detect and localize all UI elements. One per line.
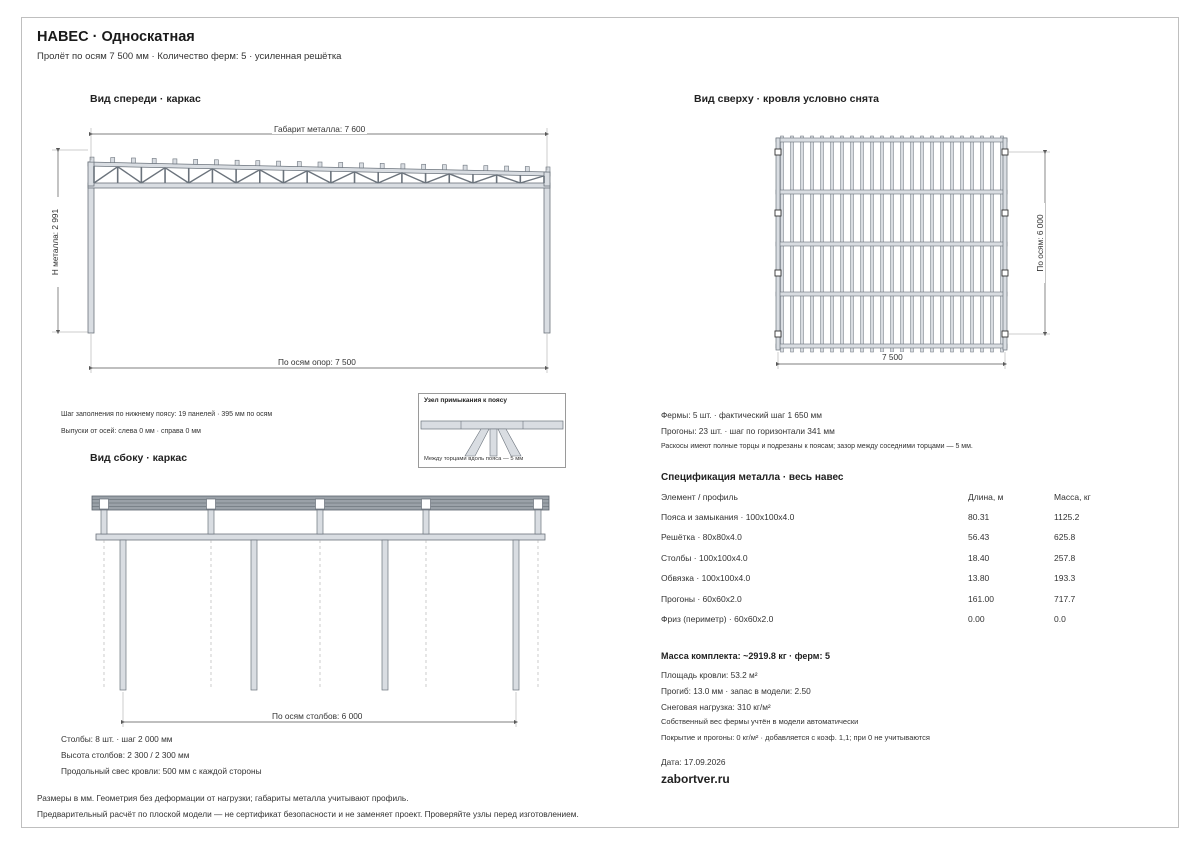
purlin-section <box>152 158 156 163</box>
truss-diagonal <box>118 167 142 183</box>
truss-diagonal <box>189 169 213 183</box>
spec-title: Спецификация металла · весь навес <box>661 472 844 483</box>
truss-diagonal <box>497 175 521 183</box>
purlin-section <box>131 158 135 163</box>
node-brace-left <box>465 429 489 456</box>
node-brace-right <box>498 429 521 456</box>
truss-diagonal <box>212 169 236 183</box>
purlin-section <box>194 159 198 164</box>
purlin-section <box>90 157 94 162</box>
top-view-title: Вид сверху · кровля условно снята <box>694 93 879 105</box>
truss-diagonal <box>449 174 473 183</box>
truss-diagonal <box>283 171 307 183</box>
side-truss-cap <box>422 499 431 509</box>
front-post-left <box>88 186 94 333</box>
top-post-marker <box>1002 270 1008 276</box>
truss-diagonal <box>165 168 189 183</box>
summary-area: Площадь кровли: 53.2 м² <box>661 670 758 680</box>
purlin-section <box>422 164 426 169</box>
purlin-section <box>401 164 405 169</box>
top-view-drawing <box>775 136 1050 369</box>
summary-cover: Покрытие и прогоны: 0 кг/м² · добавляется с коэф. 1,1; при 0 не учитываются <box>661 733 930 742</box>
purlin-section <box>359 163 363 168</box>
spec-row-1-length: 80.31 <box>968 512 990 522</box>
purlin-section <box>339 162 343 167</box>
note-fill-step: Шаг заполнения по нижнему поясу: 19 панелей · 395 мм по осям <box>61 411 273 418</box>
purlin-section <box>484 166 488 171</box>
footer-line-1: Размеры в мм. Геометрия без деформации от нагрузки; габариты металла учитывают профиль. <box>37 793 409 803</box>
dim-overall-label: Габарит металла: 7 600 <box>274 124 366 134</box>
side-truss-cap <box>207 499 216 509</box>
note-braces: Раскосы имеют полные торцы и подрезаны к поясам; зазор между соседними торцами — 5 мм. <box>661 443 973 450</box>
top-post-marker <box>1002 331 1008 337</box>
side-posts <box>104 540 538 690</box>
side-post <box>251 540 257 690</box>
front-view-drawing <box>52 128 550 373</box>
node-detail-caption: Между торцами вдоль пояса — 5 мм <box>424 456 524 462</box>
purlin-section <box>318 162 322 167</box>
side-truss-cap <box>534 499 543 509</box>
truss-diagonal <box>473 175 497 183</box>
truss-diagonal <box>426 174 450 183</box>
front-post-right <box>544 186 550 333</box>
summary-self-weight: Собственный вес фермы учтён в модели автоматически <box>661 717 859 726</box>
side-post <box>513 540 519 690</box>
spec-header-length: Длина, м <box>968 492 1004 502</box>
purlin-section <box>256 161 260 166</box>
side-post <box>120 540 126 690</box>
top-post-marker <box>775 331 781 337</box>
dim-top-depth-label: По осям: 6 000 <box>1035 203 1045 283</box>
spec-row-3-mass: 257.8 <box>1054 553 1076 563</box>
spec-row-1-mass: 1125.2 <box>1054 512 1080 522</box>
truss-diagonal <box>355 172 379 183</box>
side-beam <box>96 534 545 540</box>
summary-mass: Масса комплекта: ~2919.8 кг · ферм: 5 <box>661 651 830 661</box>
truss-diagonal <box>260 170 284 183</box>
purlin-section <box>463 165 467 170</box>
dim-side-posts-label: По осям столбов: 6 000 <box>272 711 363 721</box>
truss-diagonal <box>141 168 165 183</box>
dim-axes-label: По осям опор: 7 500 <box>278 357 356 367</box>
note-posts-height: Высота столбов: 2 300 / 2 300 мм <box>61 750 190 760</box>
spec-header-element: Элемент / профиль <box>661 492 738 502</box>
truss-diagonal <box>94 167 118 183</box>
purlin-section <box>214 160 218 165</box>
note-overhang: Продольный свес кровли: 500 мм с каждой стороны <box>61 766 262 776</box>
spec-row-2-element: Решётка · 80x80x4.0 <box>661 532 742 542</box>
purlin-section <box>525 167 529 172</box>
spec-row-6-mass: 0.0 <box>1054 614 1066 624</box>
truss-diagonal <box>331 172 355 183</box>
top-truss <box>776 190 1007 194</box>
spec-row-4-mass: 193.3 <box>1054 573 1076 583</box>
truss-end-left <box>88 162 94 186</box>
spec-row-5-mass: 717.7 <box>1054 594 1076 604</box>
spec-row-4-element: Обвязка · 100x100x4.0 <box>661 573 751 583</box>
spec-header-mass: Масса, кг <box>1054 492 1091 502</box>
top-truss <box>776 344 1007 348</box>
top-post-marker <box>1002 210 1008 216</box>
side-truss-vertical <box>101 510 107 534</box>
page-title: НАВЕС · Односкатная <box>37 29 195 45</box>
truss-diagonal <box>520 176 544 183</box>
dim-height-label: H металла: 2 991 <box>50 197 60 287</box>
summary-date: Дата: 17.09.2026 <box>661 757 726 767</box>
purlin-section <box>173 159 177 164</box>
spec-row-3-element: Столбы · 100x100x4.0 <box>661 553 748 563</box>
top-post-marker <box>775 270 781 276</box>
spec-row-4-length: 13.80 <box>968 573 990 583</box>
top-post-marker <box>775 210 781 216</box>
truss-diagonal <box>378 173 402 183</box>
note-posts-count: Столбы: 8 шт. · шаг 2 000 мм <box>61 734 173 744</box>
spec-row-5-length: 161.00 <box>968 594 994 604</box>
purlin-section <box>505 166 509 171</box>
side-view-drawing <box>92 496 549 727</box>
truss-end-right <box>544 172 550 186</box>
summary-snow: Снеговая нагрузка: 310 кг/м² <box>661 702 771 712</box>
spec-row-3-length: 18.40 <box>968 553 990 563</box>
node-chord <box>421 421 563 429</box>
spec-row-1-element: Пояса и замыкания · 100x100x4.0 <box>661 512 795 522</box>
purlin-section <box>546 167 550 172</box>
side-view-title: Вид сбоку · каркас <box>90 452 188 464</box>
front-view-title: Вид спереди · каркас <box>90 93 201 105</box>
purlin-section <box>380 163 384 168</box>
side-truss-cap <box>316 499 325 509</box>
purlin-section <box>442 165 446 170</box>
spec-row-5-element: Прогоны · 60x60x2.0 <box>661 594 742 604</box>
spec-row-2-length: 56.43 <box>968 532 990 542</box>
top-truss <box>776 138 1007 142</box>
side-truss-vertical <box>208 510 214 534</box>
top-frame-right <box>1003 138 1007 350</box>
purlin-section <box>235 160 239 165</box>
node-brace-center <box>490 429 497 456</box>
spec-row-6-element: Фриз (периметр) · 60x60x2.0 <box>661 614 774 624</box>
purlin-section <box>277 161 281 166</box>
top-truss <box>776 242 1007 246</box>
top-frame-left <box>776 138 780 350</box>
spec-row-2-mass: 625.8 <box>1054 532 1076 542</box>
footer-line-2: Предварительный расчёт по плоской модели — не сертификат безопасности и не заменяет проект. Проверяйте узлы перед изготовлением. <box>37 809 579 819</box>
truss-diagonal <box>307 171 331 183</box>
truss-diagonal <box>402 173 426 183</box>
note-purlins: Прогоны: 23 шт. · шаг по горизонтали 341 мм <box>661 426 835 436</box>
top-post-marker <box>1002 149 1008 155</box>
purlin-section <box>111 158 115 163</box>
page-subtitle: Пролёт по осям 7 500 мм · Количество ферм: 5 · усиленная решётка <box>37 51 342 62</box>
node-detail-inset <box>418 393 566 468</box>
top-truss <box>776 292 1007 296</box>
side-truss-cap <box>100 499 109 509</box>
side-truss-vertical <box>535 510 541 534</box>
purlin-section <box>297 162 301 167</box>
side-post <box>382 540 388 690</box>
truss-bottom-chord <box>88 183 550 188</box>
summary-deflection: Прогиб: 13.0 мм · запас в модели: 2.50 <box>661 686 811 696</box>
dim-top-width-label: 7 500 <box>882 352 903 362</box>
spec-row-6-length: 0.00 <box>968 614 985 624</box>
note-outlets: Выпуски от осей: слева 0 мм · справа 0 мм <box>61 428 201 435</box>
side-truss-vertical <box>317 510 323 534</box>
top-post-marker <box>775 149 781 155</box>
side-truss-vertical <box>423 510 429 534</box>
note-trusses: Фермы: 5 шт. · фактический шаг 1 650 мм <box>661 410 822 420</box>
truss-diagonal <box>236 170 260 183</box>
summary-site: zabortver.ru <box>661 772 730 786</box>
node-detail-title: Узел примыкания к поясу <box>424 397 507 404</box>
